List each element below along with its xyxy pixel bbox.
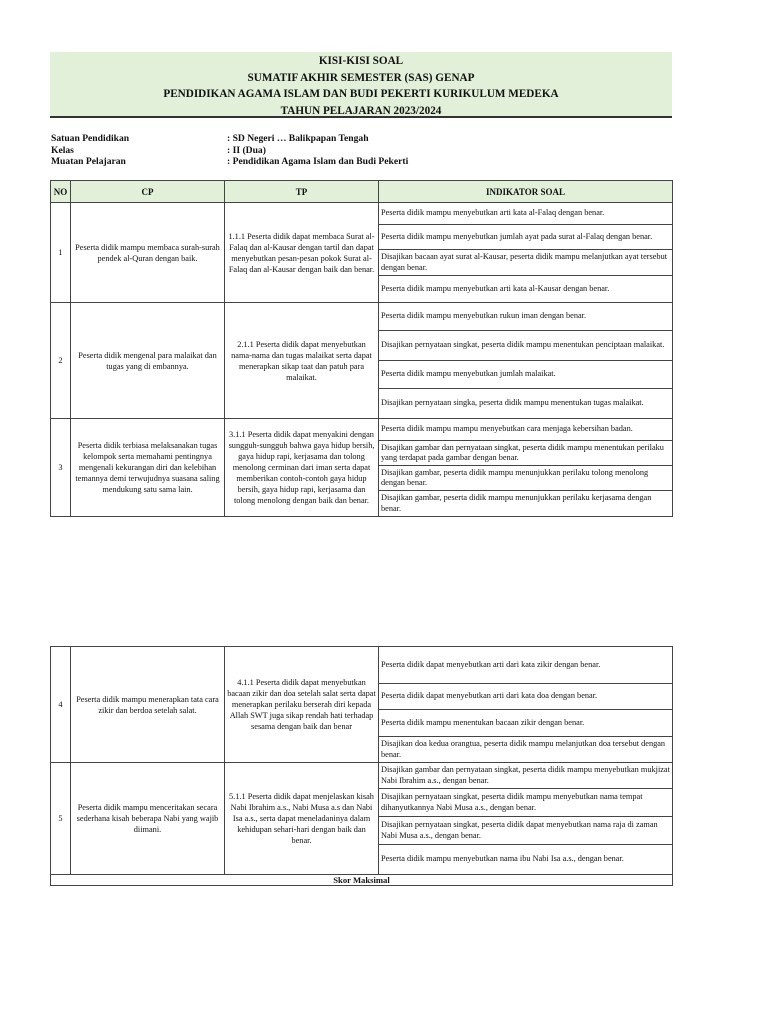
meta-row-class: [51, 145, 671, 157]
header-school-year: TAHUN PELAJARAN 2023/2024: [280, 104, 442, 117]
cp-cell: Peserta didik mampu membaca surah-surah pendek al-Quran dengan baik.: [71, 203, 225, 303]
cp-cell: Peserta didik terbiasa melaksanakan tugas kelompok serta memahami pentingnya mengenali kekurangan diri dan kelebihan temannya demi terwujudnya suasana saling mendukung satu sama lain.: [71, 419, 225, 517]
meta-value: : Pendidikan Agama Islam dan Budi Pekerti: [227, 156, 409, 167]
table-header-row: [51, 181, 673, 203]
header-exam-name: SUMATIF AKHIR SEMESTER (SAS) GENAP: [247, 71, 475, 84]
meta-value: : SD Negeri … Balikpapan Tengah: [227, 133, 369, 144]
row-number: 3: [51, 419, 71, 517]
indicator-cell: Disajikan gambar dan pernyataan singkat, peserta didik mampu menyebutkan mukjizat Nabi Ibrahim a.s., dengan benar.: [379, 763, 673, 789]
col-header-indicator: INDIKATOR SOAL: [379, 181, 673, 203]
indicator-cell: Peserta didik dapat menyebutkan arti dari kata doa dengan benar.: [379, 684, 673, 710]
meta-row-subject: [51, 156, 671, 168]
indicator-cell: Peserta didik mampu menyebutkan arti kata al-Falaq dengan benar.: [379, 203, 673, 225]
header-title: KISI-KISI SOAL: [318, 55, 404, 67]
indicator-cell: Peserta didik mampu menyebutkan jumlah ayat pada surat al-Falaq dengan benar.: [379, 225, 673, 250]
table-row: [51, 647, 673, 684]
tp-cell: 1.1.1 Peserta didik dapat membaca Surat al-Falaq dan al-Kausar dengan tartil dan dapat menyebutkan pesan-pesan pokok Surat al-Falaq dan al-Kausar dengan baik dan benar.: [225, 203, 379, 303]
indicator-cell: Disajikan gambar dan pernyataan singkat, peserta didik mampu menentukan perilaku yang terdapat pada gambar dengan benar.: [379, 441, 673, 466]
row-number: 4: [51, 647, 71, 763]
meta-label: Kelas: [51, 144, 74, 156]
col-header-no: NO: [51, 181, 71, 203]
table-row: [51, 763, 673, 789]
document-meta: [51, 133, 671, 168]
tp-cell: 4.1.1 Peserta didik dapat menyebutkan bacaan zikir dan doa setelah salat serta dapat menerapkan perilaku berserah diri kepada Allah SWT juga sikap rendah hati terhadap sesama dengan baik dan benar: [225, 647, 379, 763]
cp-cell: Peserta didik mengenal para malaikat dan tugas yang di embannya.: [71, 303, 225, 419]
indicator-cell: Disajikan bacaan ayat surat al-Kausar, peserta didik mampu melanjutkan ayat tersebut dengan benar.: [379, 250, 673, 276]
meta-label: Muatan Pelajaran: [51, 156, 126, 167]
meta-row-school: [51, 133, 671, 145]
tp-cell: 5.1.1 Peserta didik dapat menjelaskan kisah Nabi Ibrahim a.s., Nabi Musa a.s dan Nabi Isa a.s., serta dapat meneladaninya dalam kehidupan sehari-hari dengan baik dan benar.: [225, 763, 379, 875]
indicator-cell: Peserta didik dapat menyebutkan arti dari kata zikir dengan benar.: [379, 647, 673, 684]
header-subject: PENDIDIKAN AGAMA ISLAM DAN BUDI PEKERTI KURIKULUM MEDEKA: [163, 88, 559, 100]
document-header: [50, 52, 672, 118]
indicator-cell: Peserta didik mampu menyebutkan arti kata al-Kausar dengan benar.: [379, 276, 673, 303]
grid-table-part-2: [50, 646, 673, 886]
table-row: [51, 419, 673, 441]
row-number: 5: [51, 763, 71, 875]
indicator-cell: Disajikan pernyataan singkat, peserta didik dapat menyebutkan nama raja di zaman Nabi Musa a.s., dengan benar.: [379, 817, 673, 845]
row-number: 2: [51, 303, 71, 419]
indicator-cell: Disajikan pernyataan singka, peserta didik mampu menentukan tugas malaikat.: [379, 389, 673, 419]
cp-cell: Peserta didik mampu menerapkan tata cara zikir dan berdoa setelah salat.: [71, 647, 225, 763]
indicator-cell: Peserta didik mampu menyebutkan jumlah malaikat.: [379, 361, 673, 389]
table-row: [51, 203, 673, 225]
tp-cell: 2.1.1 Peserta didik dapat menyebutkan nama-nama dan tugas malaikat serta dapat menerapkan sikap taat dan patuh para malaikat.: [225, 303, 379, 419]
indicator-cell: Disajikan gambar, peserta didik mampu menunjukkan perilaku kerjasama dengan benar.: [379, 491, 673, 517]
indicator-cell: Disajikan gambar, peserta didik mampu menunjukkan perilaku tolong menolong dengan benar.: [379, 466, 673, 491]
table-row: [51, 303, 673, 331]
cp-cell: Peserta didik mampu menceritakan secara sederhana kisah beberapa Nabi yang wajib diimani.: [71, 763, 225, 875]
indicator-cell: Peserta didik mampu mampu menyebutkan cara menjaga kebersihan badan.: [379, 419, 673, 441]
meta-label: Satuan Pendidikan: [51, 133, 130, 144]
grid-table-part-1: [50, 180, 673, 517]
skor-row: [51, 875, 673, 886]
meta-value: : II (Dua): [227, 144, 266, 156]
tp-cell: 3.1.1 Peserta didik dapat menyakini dengan sungguh-sungguh bahwa gaya hidup bersih, gaya hidup rapi, kerjasama dan tolong menolong cerminan dari iman serta dapat memberikan contoh-contoh gaya hidup bersih, gaya hidup rapi, kerjasama dan tolong menolong dengan baik dan benar.: [225, 419, 379, 517]
row-number: 1: [51, 203, 71, 303]
indicator-cell: Peserta didik mampu menentukan bacaan zikir dengan benar.: [379, 710, 673, 737]
indicator-cell: Disajikan pernyataan singkat, peserta didik mampu menentukan penciptaan malaikat.: [379, 331, 673, 361]
indicator-cell: Peserta didik mampu menyebutkan rukun iman dengan benar.: [379, 303, 673, 331]
indicator-cell: Peserta didik mampu menyebutkan nama ibu Nabi Isa a.s., dengan benar.: [379, 845, 673, 875]
col-header-tp: TP: [225, 181, 379, 203]
col-header-cp: CP: [71, 181, 225, 203]
indicator-cell: Disajikan doa kedua orangtua, peserta didik mampu melanjutkan doa tersebut dengan benar.: [379, 737, 673, 763]
indicator-cell: Disajikan pernyataan singkat, peserta didik mampu menyebutkan nama tempat dihanyutkannya Nabi Musa a.s., dengan benar.: [379, 789, 673, 817]
skor-maksimal-label: Skor Maksimal: [51, 875, 673, 886]
